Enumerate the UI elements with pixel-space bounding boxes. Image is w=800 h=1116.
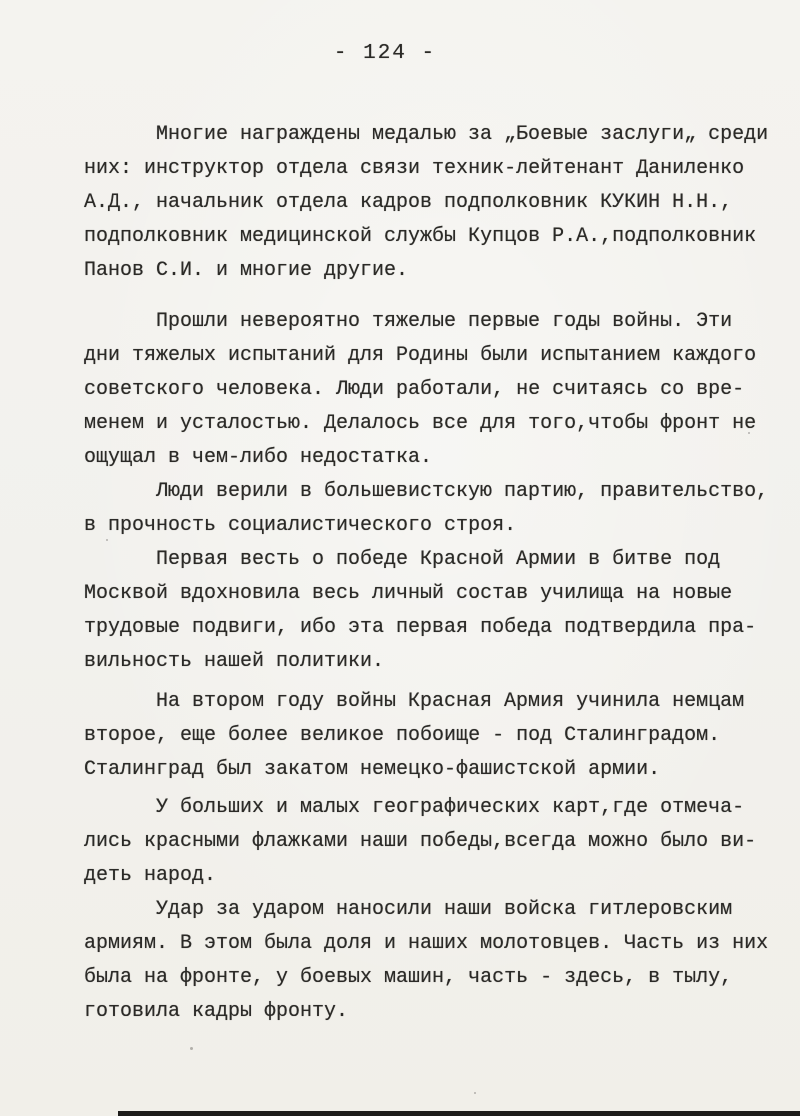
paragraph	[84, 893, 774, 1029]
text-line: вильность нашей политики.	[84, 650, 385, 673]
text-line: ощущал в чем-либо недостатка.	[84, 446, 433, 469]
scan-speck	[748, 432, 750, 434]
text-line: деть народ.	[84, 864, 217, 887]
text-line: подполковник медицинской службы Купцов Р.А.,подполковник	[84, 225, 757, 248]
text-line: трудовые подвиги, ибо эта первая победа подтвердила пра-	[84, 616, 757, 639]
text-line: дни тяжелых испытаний для Родины были испытанием каждого	[84, 344, 757, 367]
text-line: А.Д., начальник отдела кадров подполковник КУКИН Н.Н.,	[84, 191, 733, 214]
text-line: Люди верили в большевистскую партию, правительство,	[156, 480, 769, 503]
scan-speck	[296, 128, 298, 130]
text-line: Москвой вдохновила весь личный состав училища на новые	[84, 582, 733, 605]
text-line: второе, еще более великое побоище - под Сталинградом.	[84, 724, 721, 747]
text-line: Панов С.И. и многие другие.	[84, 259, 409, 282]
text-line: лись красными флажками наши победы,всегда можно было ви-	[84, 830, 757, 853]
paragraph	[84, 543, 774, 679]
text-line: Прошли невероятно тяжелые первые годы войны. Эти	[156, 310, 733, 333]
document-body	[84, 118, 774, 1029]
text-line: Удар за ударом наносили наши войска гитлеровским	[156, 898, 733, 921]
scan-speck	[106, 539, 108, 541]
page-number: - 124 -	[333, 42, 437, 65]
scan-edge-artifact	[118, 1111, 800, 1116]
text-line: в прочность социалистического строя.	[84, 514, 517, 537]
text-line: готовила кадры фронту.	[84, 1000, 349, 1023]
text-line: армиям. В этом была доля и наших молотовцев. Часть из них	[84, 932, 769, 955]
paragraph	[84, 305, 774, 475]
text-line: У больших и малых географических карт,где отмеча-	[156, 796, 745, 819]
text-line: На втором году войны Красная Армия учинила немцам	[156, 690, 745, 713]
text-line: советского человека. Люди работали, не считаясь со вре-	[84, 378, 745, 401]
scan-speck	[190, 1047, 193, 1050]
text-line: них: инструктор отдела связи техник-лейтенант Даниленко	[84, 157, 745, 180]
text-line: Многие награждены медалью за „Боевые заслуги„ среди	[156, 123, 769, 146]
scan-speck	[474, 1092, 476, 1094]
paragraph	[84, 475, 774, 543]
text-line: менем и усталостью. Делалось все для того,чтобы фронт не	[84, 412, 757, 435]
text-line: была на фронте, у боевых машин, часть - здесь, в тылу,	[84, 966, 733, 989]
paragraph	[84, 791, 774, 893]
paragraph	[84, 685, 774, 787]
text-line: Первая весть о победе Красной Армии в битве под	[156, 548, 721, 571]
paragraph	[84, 118, 774, 288]
text-line: Сталинград был закатом немецко-фашистской армии.	[84, 758, 661, 781]
